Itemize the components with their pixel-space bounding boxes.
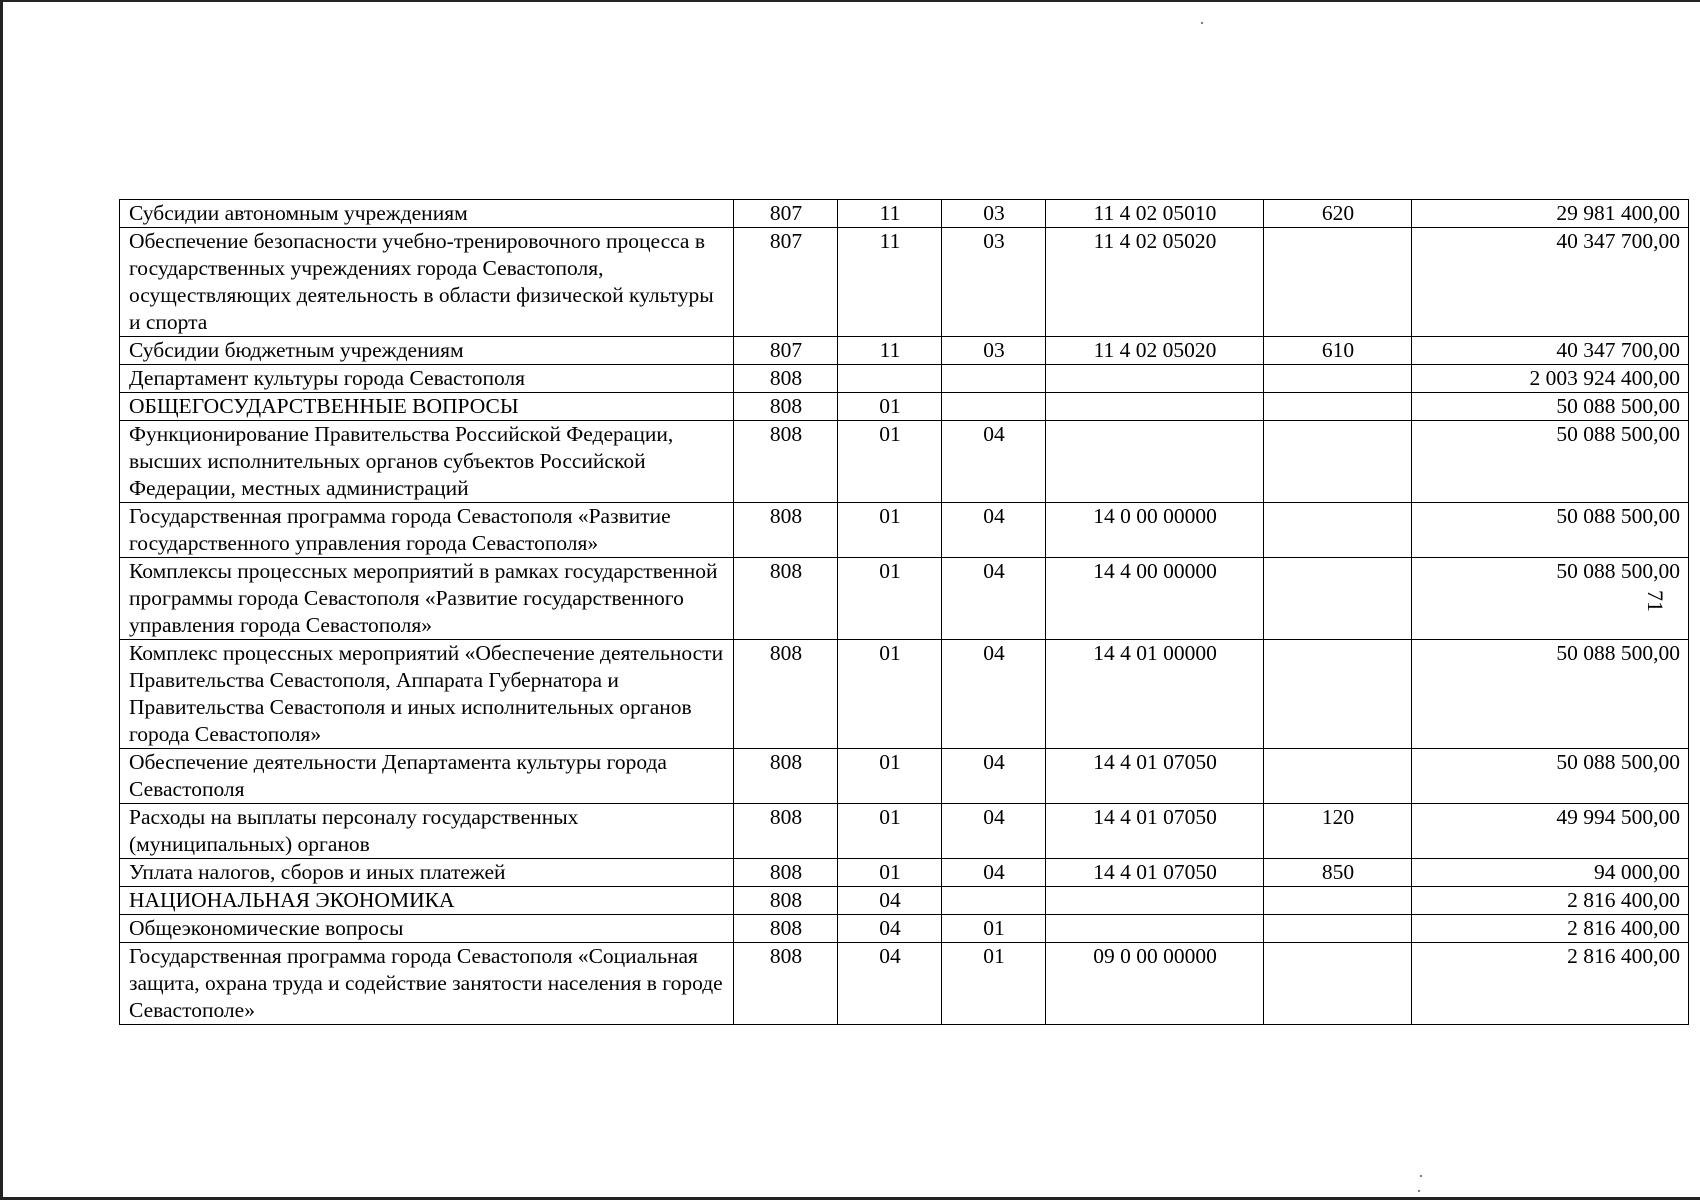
- cell-name: Общеэкономические вопросы: [120, 915, 734, 943]
- cell-amount: 50 088 500,00: [1412, 421, 1689, 503]
- cell-section-code: [838, 365, 942, 393]
- cell-target-article: 11 4 02 05020: [1046, 337, 1264, 365]
- cell-section-code: 04: [838, 887, 942, 915]
- cell-amount: 40 347 700,00: [1412, 228, 1689, 337]
- cell-ministry-code: 808: [734, 887, 838, 915]
- cell-section-code: 01: [838, 393, 942, 421]
- cell-name: ОБЩЕГОСУДАРСТВЕННЫЕ ВОПРОСЫ: [120, 393, 734, 421]
- cell-amount: 50 088 500,00: [1412, 749, 1689, 804]
- cell-section-code: 01: [838, 503, 942, 558]
- budget-table-body: [120, 200, 1689, 1025]
- cell-ministry-code: 808: [734, 503, 838, 558]
- cell-target-article: 14 0 00 00000: [1046, 503, 1264, 558]
- scan-speck: [1418, 1190, 1420, 1192]
- cell-expense-type: [1264, 421, 1412, 503]
- cell-expense-type: [1264, 887, 1412, 915]
- cell-name: Субсидии бюджетным учреждениям: [120, 337, 734, 365]
- cell-amount: 40 347 700,00: [1412, 337, 1689, 365]
- scan-border-top: [0, 0, 1700, 2]
- cell-subsection-code: 03: [942, 228, 1046, 337]
- table-row: [120, 200, 1689, 228]
- cell-expense-type: [1264, 558, 1412, 640]
- cell-subsection-code: 03: [942, 337, 1046, 365]
- cell-subsection-code: 04: [942, 804, 1046, 859]
- cell-section-code: 01: [838, 749, 942, 804]
- scan-speck: [1420, 1175, 1422, 1177]
- table-row: [120, 337, 1689, 365]
- cell-name: Субсидии автономным учреждениям: [120, 200, 734, 228]
- cell-target-article: [1046, 915, 1264, 943]
- cell-subsection-code: 04: [942, 640, 1046, 749]
- cell-expense-type: 850: [1264, 859, 1412, 887]
- cell-name: Государственная программа города Севастополя «Развитие государственного управления города Севастополя»: [120, 503, 734, 558]
- cell-target-article: [1046, 421, 1264, 503]
- cell-expense-type: [1264, 915, 1412, 943]
- table-row: [120, 558, 1689, 640]
- cell-target-article: 09 0 00 00000: [1046, 943, 1264, 1025]
- cell-ministry-code: 807: [734, 228, 838, 337]
- cell-target-article: [1046, 887, 1264, 915]
- cell-amount: 50 088 500,00: [1412, 503, 1689, 558]
- cell-target-article: 14 4 01 07050: [1046, 804, 1264, 859]
- cell-section-code: 11: [838, 200, 942, 228]
- table-row: [120, 421, 1689, 503]
- cell-target-article: [1046, 393, 1264, 421]
- cell-amount: 2 816 400,00: [1412, 943, 1689, 1025]
- cell-amount: 50 088 500,00: [1412, 393, 1689, 421]
- cell-target-article: 14 4 00 00000: [1046, 558, 1264, 640]
- page-number: 71: [1643, 590, 1668, 612]
- cell-name: Государственная программа города Севастополя «Социальная защита, охрана труда и содействие занятости населения в городе Севастополе»: [120, 943, 734, 1025]
- table-row: [120, 503, 1689, 558]
- cell-amount: 2 003 924 400,00: [1412, 365, 1689, 393]
- cell-expense-type: 610: [1264, 337, 1412, 365]
- cell-amount: 49 994 500,00: [1412, 804, 1689, 859]
- cell-target-article: 14 4 01 00000: [1046, 640, 1264, 749]
- table-row: [120, 228, 1689, 337]
- cell-ministry-code: 808: [734, 859, 838, 887]
- cell-expense-type: [1264, 365, 1412, 393]
- cell-section-code: 01: [838, 859, 942, 887]
- cell-subsection-code: [942, 393, 1046, 421]
- cell-section-code: 11: [838, 337, 942, 365]
- cell-name: Обеспечение деятельности Департамента культуры города Севастополя: [120, 749, 734, 804]
- budget-table: [119, 199, 1689, 1025]
- cell-ministry-code: 808: [734, 365, 838, 393]
- scan-speck: [1201, 22, 1203, 24]
- cell-ministry-code: 808: [734, 421, 838, 503]
- cell-expense-type: [1264, 393, 1412, 421]
- cell-amount: 2 816 400,00: [1412, 915, 1689, 943]
- cell-expense-type: [1264, 749, 1412, 804]
- cell-expense-type: [1264, 640, 1412, 749]
- cell-amount: 50 088 500,00: [1412, 558, 1689, 640]
- table-row: [120, 887, 1689, 915]
- cell-expense-type: [1264, 503, 1412, 558]
- cell-ministry-code: 808: [734, 915, 838, 943]
- cell-subsection-code: [942, 887, 1046, 915]
- cell-ministry-code: 808: [734, 804, 838, 859]
- cell-amount: 50 088 500,00: [1412, 640, 1689, 749]
- cell-ministry-code: 807: [734, 337, 838, 365]
- cell-subsection-code: 04: [942, 558, 1046, 640]
- cell-target-article: 14 4 01 07050: [1046, 749, 1264, 804]
- cell-subsection-code: 01: [942, 915, 1046, 943]
- cell-subsection-code: [942, 365, 1046, 393]
- cell-name: Функционирование Правительства Российской Федерации, высших исполнительных органов субъектов Российской Федерации, местных администраций: [120, 421, 734, 503]
- cell-subsection-code: 04: [942, 859, 1046, 887]
- cell-amount: 29 981 400,00: [1412, 200, 1689, 228]
- cell-expense-type: [1264, 228, 1412, 337]
- cell-target-article: 14 4 01 07050: [1046, 859, 1264, 887]
- cell-name: Департамент культуры города Севастополя: [120, 365, 734, 393]
- cell-ministry-code: 808: [734, 393, 838, 421]
- cell-section-code: 01: [838, 640, 942, 749]
- cell-ministry-code: 807: [734, 200, 838, 228]
- table-row: [120, 749, 1689, 804]
- cell-subsection-code: 03: [942, 200, 1046, 228]
- cell-name: Уплата налогов, сборов и иных платежей: [120, 859, 734, 887]
- cell-target-article: 11 4 02 05020: [1046, 228, 1264, 337]
- cell-expense-type: [1264, 943, 1412, 1025]
- cell-amount: 94 000,00: [1412, 859, 1689, 887]
- cell-subsection-code: 04: [942, 749, 1046, 804]
- cell-subsection-code: 01: [942, 943, 1046, 1025]
- cell-section-code: 01: [838, 558, 942, 640]
- cell-ministry-code: 808: [734, 640, 838, 749]
- cell-expense-type: 620: [1264, 200, 1412, 228]
- cell-name: Обеспечение безопасности учебно-тренировочного процесса в государственных учреждениях города Севастополя, осуществляющих деятельность в области физической культуры и спорта: [120, 228, 734, 337]
- cell-expense-type: 120: [1264, 804, 1412, 859]
- cell-subsection-code: 04: [942, 421, 1046, 503]
- cell-amount: 2 816 400,00: [1412, 887, 1689, 915]
- cell-target-article: 11 4 02 05010: [1046, 200, 1264, 228]
- table-row: [120, 859, 1689, 887]
- cell-ministry-code: 808: [734, 558, 838, 640]
- table-row: [120, 915, 1689, 943]
- table-row: [120, 640, 1689, 749]
- cell-name: Расходы на выплаты персоналу государственных (муниципальных) органов: [120, 804, 734, 859]
- table-row: [120, 393, 1689, 421]
- cell-subsection-code: 04: [942, 503, 1046, 558]
- cell-section-code: 01: [838, 804, 942, 859]
- cell-section-code: 04: [838, 943, 942, 1025]
- table-row: [120, 365, 1689, 393]
- cell-name: Комплексы процессных мероприятий в рамках государственной программы города Севастополя «Развитие государственного управления города Севастополя»: [120, 558, 734, 640]
- cell-section-code: 11: [838, 228, 942, 337]
- cell-ministry-code: 808: [734, 943, 838, 1025]
- cell-section-code: 01: [838, 421, 942, 503]
- cell-name: Комплекс процессных мероприятий «Обеспечение деятельности Правительства Севастополя, Аппарата Губернатора и Правительства Севастополя и иных исполнительных органов города Севастополя»: [120, 640, 734, 749]
- cell-name: НАЦИОНАЛЬНАЯ ЭКОНОМИКА: [120, 887, 734, 915]
- cell-section-code: 04: [838, 915, 942, 943]
- scan-border-left: [0, 0, 3, 1200]
- table-row: [120, 943, 1689, 1025]
- cell-ministry-code: 808: [734, 749, 838, 804]
- table-row: [120, 804, 1689, 859]
- cell-target-article: [1046, 365, 1264, 393]
